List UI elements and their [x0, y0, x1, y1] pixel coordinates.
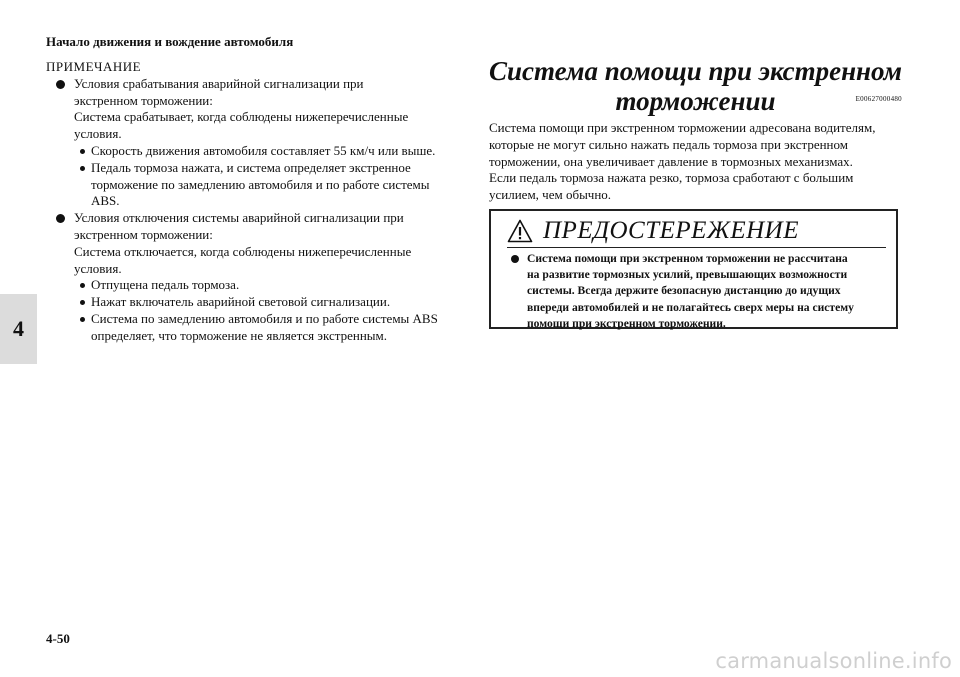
small-bullet-icon	[80, 166, 85, 171]
section-title-line1: Система помощи при экстренном	[489, 56, 903, 86]
text-line: экстренном торможении:	[74, 92, 213, 108]
text-line: торможение по замедлению автомобиля и по работе системы	[91, 176, 430, 192]
page-number: 4-50	[46, 631, 70, 646]
note-subitem	[46, 294, 466, 311]
note-title: ПРИМЕЧАНИЕ	[46, 59, 142, 74]
text-line: ABS.	[91, 193, 120, 209]
text-line: Нажат включатель аварийной световой сигнализации.	[91, 294, 391, 310]
text-line: определяет, что торможение не является экстренным.	[91, 327, 387, 343]
text-line: условия.	[74, 126, 122, 142]
text-line: Система отключается, когда соблюдены нижеперечисленные	[74, 243, 412, 259]
text-line: Условия срабатывания аварийной сигнализации при	[74, 75, 364, 91]
section-block	[489, 56, 902, 204]
section-body	[489, 120, 902, 204]
text-line: Отпущена педаль тормоза.	[91, 277, 240, 293]
watermark: carmanualsonline.info	[715, 649, 952, 673]
chapter-number: 4	[13, 316, 24, 341]
note-item	[46, 210, 466, 277]
warning-triangle-icon	[507, 219, 533, 243]
text-line: впереди автомобилей и не полагайтесь сверх меры на систему	[527, 300, 854, 314]
running-header: Начало движения и вождение автомобиля	[46, 34, 294, 49]
small-bullet-icon	[80, 300, 85, 305]
note-subitem	[46, 160, 466, 210]
note-item	[46, 76, 466, 143]
text-line: помощи при экстренном торможении.	[527, 316, 726, 330]
text-line: Условия отключения системы аварийной сигнализации при	[74, 210, 404, 226]
small-bullet-icon	[80, 317, 85, 322]
text-line: Система помощи при экстренном торможении адресована водителям,	[489, 120, 876, 135]
bullet-dot-icon	[56, 80, 65, 89]
text-line: Педаль тормоза нажата, и система определяет экстренное	[91, 159, 411, 175]
section-title-line2-wrap	[489, 86, 902, 116]
small-bullet-icon	[80, 149, 85, 154]
note-subitem	[46, 143, 466, 160]
text-line: Скорость движения автомобиля составляет 55 км/ч или выше.	[91, 142, 436, 158]
text-line: системы. Всегда держите безопасную дистанцию до идущих	[527, 284, 841, 298]
text-line: Система помощи при экстренном торможении не рассчитана	[527, 252, 848, 265]
note-subitem	[46, 277, 466, 294]
note-block	[46, 59, 466, 345]
warning-header	[507, 215, 799, 247]
section-code: E00627000480	[855, 95, 902, 103]
small-bullet-icon	[80, 283, 85, 288]
text-line: усилием, чем обычно.	[489, 187, 612, 203]
warning-text	[503, 251, 907, 332]
warning-title: ПРЕДОСТЕРЕЖЕНИЕ	[543, 217, 799, 244]
section-title-line2: торможении	[615, 86, 776, 116]
text-line: которые не могут сильно нажать педаль тормоза при экстренном	[489, 136, 848, 152]
warning-box	[489, 209, 898, 329]
text-line: Система по замедлению автомобиля и по работе системы ABS	[91, 310, 438, 326]
bullet-dot-icon	[56, 214, 65, 223]
bullet-dot-icon	[511, 255, 519, 263]
chapter-tab	[0, 294, 37, 364]
note-subitem	[46, 311, 466, 345]
text-line: Если педаль тормоза нажата резко, тормоза сработают с большим	[489, 170, 854, 186]
text-line: Система срабатывает, когда соблюдены нижеперечисленные	[74, 109, 409, 125]
text-line: условия.	[74, 260, 122, 276]
text-line: на развитие тормозных усилий, превышающих возможности	[527, 268, 848, 282]
text-line: торможении, она увеличивает давление в тормозных механизмах.	[489, 153, 853, 169]
text-line: экстренном торможении:	[74, 226, 213, 242]
warning-divider	[507, 247, 886, 248]
